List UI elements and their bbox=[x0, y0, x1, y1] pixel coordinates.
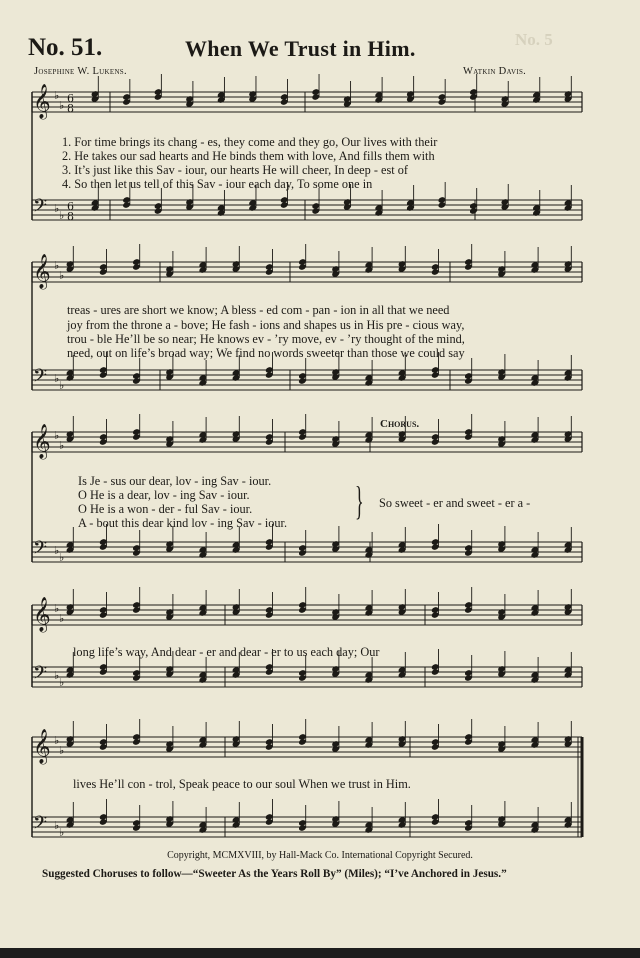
bass-clef: 𝄢 bbox=[33, 663, 48, 688]
verse-2-line-1: 2. He takes our sad hearts and He binds them with love, And fills them with bbox=[62, 149, 435, 163]
key-signature-flat: ♭ bbox=[54, 602, 60, 615]
key-signature-flat: ♭ bbox=[59, 379, 65, 392]
hymn-number: No. 51. bbox=[28, 34, 103, 61]
bleed-through-text: No. 5 bbox=[515, 30, 553, 49]
lyricist: Josephine W. Lukens. bbox=[34, 66, 127, 77]
key-signature-flat: ♭ bbox=[59, 551, 65, 564]
key-signature-flat: ♭ bbox=[54, 372, 60, 385]
time-signature-bottom: 8 bbox=[67, 210, 74, 223]
key-signature-flat: ♭ bbox=[59, 99, 65, 112]
time-signature-top: 6 bbox=[67, 92, 74, 105]
verse-2-line-3: O He is a dear, lov - ing Sav - iour. bbox=[78, 488, 250, 502]
key-signature-flat: ♭ bbox=[59, 269, 65, 282]
verse-1-line-2: treas - ures are short we know; A bless - ed com - pan - ion in all that we need bbox=[67, 303, 450, 317]
suggested-choruses: Suggested Choruses to follow—“Sweeter As the Years Roll By” (Miles); “I’ve Anchored in Jesus.” bbox=[42, 868, 507, 880]
verse-4-line-3: A - bout this dear kind lov - ing Sav - iour. bbox=[78, 516, 288, 530]
key-signature-flat: ♭ bbox=[54, 669, 60, 682]
treble-clef: 𝄞 bbox=[33, 597, 51, 632]
verse-4-line-1: 4. So then let us tell of this Sav - iour each day, To some one in bbox=[62, 177, 373, 191]
key-signature-flat: ♭ bbox=[59, 826, 65, 839]
copyright-notice: Copyright, MCMXVIII, by Hall-Mack Co. International Copyright Secured. bbox=[167, 850, 473, 861]
chorus-label: Chorus. bbox=[380, 418, 420, 430]
key-signature-flat: ♭ bbox=[54, 819, 60, 832]
key-signature-flat: ♭ bbox=[59, 612, 65, 625]
bass-clef: 𝄢 bbox=[33, 366, 48, 391]
key-signature-flat: ♭ bbox=[54, 734, 60, 747]
key-signature-flat: ♭ bbox=[59, 744, 65, 757]
chorus-line-1: So sweet - er and sweet - er a - bbox=[379, 496, 531, 510]
key-signature-flat: ♭ bbox=[54, 89, 60, 102]
treble-clef: 𝄞 bbox=[33, 254, 51, 289]
scan-edge bbox=[0, 948, 640, 958]
key-signature-flat: ♭ bbox=[54, 259, 60, 272]
treble-clef: 𝄞 bbox=[33, 424, 51, 459]
key-signature-flat: ♭ bbox=[54, 544, 60, 557]
key-signature-flat: ♭ bbox=[59, 676, 65, 689]
verse-1-line-1: 1. For time brings its chang - es, they come and they go, Our lives with their bbox=[62, 135, 438, 149]
treble-clef: 𝄞 bbox=[33, 729, 51, 764]
bass-clef: 𝄢 bbox=[33, 538, 48, 563]
bass-clef: 𝄢 bbox=[33, 813, 48, 838]
verse-3-line-3: O He is a won - der - ful Sav - iour. bbox=[78, 502, 253, 516]
key-signature-flat: ♭ bbox=[54, 429, 60, 442]
treble-clef: 𝄞 bbox=[33, 84, 51, 119]
time-signature-top: 6 bbox=[67, 200, 74, 213]
verse-1-line-3: Is Je - sus our dear, lov - ing Sav - iour. bbox=[78, 474, 272, 488]
verse-2-line-2: joy from the throne a - bove; He fash - ions and shapes us in His pre - cious way, bbox=[67, 318, 465, 332]
time-signature-bottom: 8 bbox=[67, 102, 74, 115]
verse-3-line-1: 3. It’s just like this Sav - iour, our hearts He will cheer, In deep - est of bbox=[62, 163, 408, 177]
hymn-title: When We Trust in Him. bbox=[185, 36, 416, 61]
bass-clef: 𝄢 bbox=[33, 196, 48, 221]
composer: Watkin Davis. bbox=[463, 66, 527, 77]
key-signature-flat: ♭ bbox=[54, 202, 60, 215]
chorus-line-2: long life’s way, And dear - er and dear - er to us each day; Our bbox=[73, 645, 380, 659]
key-signature-flat: ♭ bbox=[59, 209, 65, 222]
key-signature-flat: ♭ bbox=[59, 439, 65, 452]
verse-3-line-2: trou - ble He’ll be so near; He knows ev - ’ry move, ev - ’ry thought of the mind, bbox=[67, 332, 465, 346]
verse-brace: } bbox=[355, 478, 364, 523]
chorus-line-3: lives He’ll con - trol, Speak peace to our soul When we trust in Him. bbox=[73, 777, 411, 791]
verse-4-line-2: need, out on life’s broad way; We find no words sweeter than those we could say bbox=[67, 346, 465, 360]
